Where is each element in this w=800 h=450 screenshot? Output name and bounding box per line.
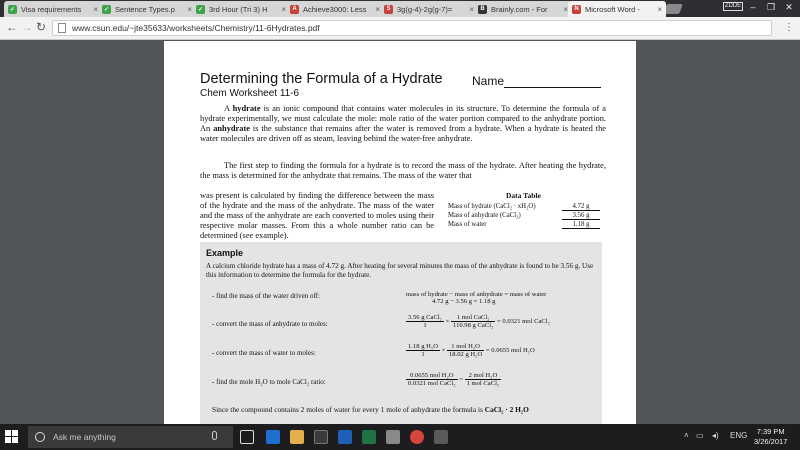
chrome-icon[interactable] [410,430,424,444]
search-placeholder: Ask me anything [53,432,116,442]
excel-icon[interactable] [362,430,376,444]
user-badge[interactable]: ZDDE [724,3,742,9]
tab-title: Microsoft Word - [585,4,640,14]
store-icon[interactable] [314,430,328,444]
clock-date: 3/26/2017 [754,437,788,446]
close-icon[interactable]: × [187,4,192,14]
network-icon[interactable]: ▭ [696,431,704,440]
water-mass-calc: mass of hydrate − mass of anhydrate = mass of water 4.72 g − 3.56 g = 1.18 g [406,291,547,305]
tab-microsoft-word[interactable] [568,1,666,17]
address-bar[interactable] [52,20,772,36]
water-moles-calc: $\frac{\text{1.18 g H₂O}}{1}$ × $\frac{\text{1 mol H₂O}}{\text{18.02 g H₂O}}$ = 0.0655 mol H₂O [408,343,535,358]
close-icon[interactable]: × [281,4,286,14]
clock[interactable] [754,427,787,447]
new-tab-button[interactable] [663,4,683,14]
example-step: - convert the mass of water to moles: [212,349,316,357]
close-icon[interactable]: × [657,4,662,14]
reload-icon[interactable]: ↻ [36,20,47,34]
tab-strip [0,0,800,17]
name-line [504,87,601,88]
page-icon [58,23,66,33]
forward-icon[interactable]: → [21,20,33,34]
microphone-icon[interactable] [212,431,217,440]
anhydrate-moles-calc: $\frac{\text{3.56 g CaCl₂}}{1}$ × $\frac{\text{1 mol CaCl₂}}{\text{110.98 g CaCl₂}}$ = 0.0321 mol CaCl₂ [408,314,550,329]
menu-icon[interactable]: ⋮ [784,22,794,33]
minimize-icon[interactable]: – [750,2,756,12]
tab-achieve3000[interactable] [286,1,384,17]
symbolab-icon: S [384,5,393,14]
app-icon[interactable] [386,430,400,444]
close-icon[interactable]: × [93,4,98,14]
edge-icon[interactable] [266,430,280,444]
drive-icon: ✓ [197,6,204,13]
tab-title: Visa requirements [21,4,82,14]
taskbar-search-input[interactable] [28,426,233,448]
cortana-icon [35,432,45,442]
tab-title: 3rd Hour (Tri 3) H [209,4,268,14]
pdf-page: Determining the Formula of a Hydrate Chem Worksheet 11-6 Name A hydrate is an ionic compound that contains water molecules in its structure. To determine the formula of a hydrate experimentally, we must calculate the mole: mole ratio of the water portion compared to the anhydrate portion. An anhydrate is the substance that remains after the water is removed from a hydrate. When a hydrate is heated the water molecules are driven off as steam, leaving behind the water-free anhydrate. The first step to finding the formula for a hydrate is to record the mass of the hydrate. After heating the hydrate, the mass is determined for the anhydrate that remains. The mass of the water that was present is calculated by finding the difference between the mass of the hydrate and the mass of the anhydrate. The mass of the water and the mass of the anhydrate are each converted to moles using their respective molar masses. From this a whole number ratio can be determined (see example). Data Table Mass of hydrate (CaCl₂ · xH₂O) 4.72 g Mass of anhydrate (CaCl₂) 3.56 g Mass of water 1.18 g Example A calcium chloride hydrate has a mass of 4.72 g. After heating for several minutes the mass of the anhydrate is found to be 3.56 g. Use this information to determine the formula for the hydrate. - find the mass of the water driven off: mass of hydrate − mass of anhydrate = mass of water 4.72 g − 3.56 g = 1.18 g - convert the mass of anhydrate to moles: $\frac{\text{3.56 g CaCl₂}}{1}$ × $\frac{\text{1 mol CaCl₂}}{\text{110.98 g CaCl₂}}$ = 0.0321 mol CaCl₂ - convert the mass of water to moles: $\frac{\text{1.18 g H₂O}}{1}$ × $\frac{\text{1 mol H₂O}}{\text{18.02 g H₂O}}$ = 0.0655 mol H₂O - find the mole H₂O to mole CaCl₂ ratio: $\frac{\text{0.0655 mol H₂O}}{\text{0.0321 mol CaCl₂}}$ = $\frac{\text{2 mol H₂O}}{\text{1 mol CaCl₂}}$ Since the compound contains 2 moles of water for every 1 mole of anhydrate the formula is CaCl₂ · 2 H₂O [164,41,636,424]
method-paragraph: The first step to finding the formula for a hydrate is to record the mass of the hydrate. After heating the hydrate, the mass is determined for the anhydrate that remains. The mass of the water that [200,161,606,180]
chevron-up-icon[interactable]: ˄ [684,431,689,440]
tab-brainly[interactable] [474,1,572,17]
tab-title: Brainly.com - For [491,4,548,14]
language-indicator[interactable]: ENG [730,431,748,440]
tab-title: Achieve3000: Less [303,4,367,14]
brainly-icon: B [478,5,487,14]
example-box [200,242,602,424]
volume-icon[interactable]: ◂) [712,431,719,440]
browser-toolbar [0,17,800,40]
intro-paragraph: A hydrate is an ionic compound that contains water molecules in its structure. To determine the formula of a hydrate experimentally, we must calculate the mole: mole ratio of the water portion compared to the anhydrate portion. An anhydrate is the substance that remains after the water is removed from a hydrate. When a hydrate is heated the water molecules are driven off as steam, leaving behind the water-free anhydrate. [200,104,606,143]
word-icon[interactable] [338,430,352,444]
example-heading: Example [206,248,244,258]
tab-title: 3g(g-4)-2g(g-7)= [397,4,453,14]
restore-icon[interactable]: ❐ [766,2,776,12]
drive-icon: ✓ [103,6,110,13]
back-icon[interactable]: ← [6,20,18,34]
pdf-viewer[interactable] [0,41,800,424]
n-icon: N [572,5,581,14]
drive-icon: ✓ [9,6,16,13]
tab-3rd-hour[interactable] [192,1,290,17]
tab-sentence-types[interactable] [98,1,196,17]
windows-taskbar [0,424,800,450]
close-icon[interactable]: × [375,4,380,14]
achieve-icon: A [290,5,299,14]
page-title: Determining the Formula of a Hydrate [200,71,443,87]
window-close-icon[interactable]: ✕ [785,2,793,12]
method-paragraph-cont: was present is calculated by finding the difference between the mass of the hydrate and the mass of the anhydrate. The mass of the water and the mass of the anhydrate are each converted to moles using their respective molar masses. From this a whole number ratio can be determined (see example). [200,191,434,240]
task-view-icon[interactable] [240,430,254,444]
close-icon[interactable]: × [469,4,474,14]
ratio-calc: $\frac{\text{0.0655 mol H₂O}}{\text{0.0321 mol CaCl₂}}$ = $\frac{\text{2 mol H₂O}}{\text{1 mol CaCl₂}}$ [408,372,500,387]
example-step: - find the mass of the water driven off: [212,292,320,300]
url-text[interactable]: www.csun.edu/~jte35633/worksheets/Chemistry/11-6Hydrates.pdf [72,23,320,33]
tab-algebra[interactable] [380,1,478,17]
example-intro: A calcium chloride hydrate has a mass of 4.72 g. After heating for several minutes the mass of the anhydrate is found to be 3.56 g. Use this information to determine the formula for the hydrate. [206,262,594,279]
close-icon[interactable]: × [563,4,568,14]
worksheet-subtitle: Chem Worksheet 11-6 [200,88,300,99]
clock-time: 7:39 PM [756,427,785,436]
name-label: Name [472,74,505,88]
tab-visa[interactable] [4,1,102,17]
app-icon[interactable] [434,430,448,444]
tab-title: Sentence Types.p [115,4,175,14]
example-step: - convert the mass of anhydrate to moles: [212,320,328,328]
example-conclusion: Since the compound contains 2 moles of water for every 1 mole of anhydrate the formula is CaCl₂ · 2 H₂O [212,405,529,414]
windows-start-icon[interactable] [5,430,19,444]
data-table-title: Data Table [506,191,541,200]
file-explorer-icon[interactable] [290,430,304,444]
example-step: - find the mole H₂O to mole CaCl₂ ratio: [212,378,326,386]
